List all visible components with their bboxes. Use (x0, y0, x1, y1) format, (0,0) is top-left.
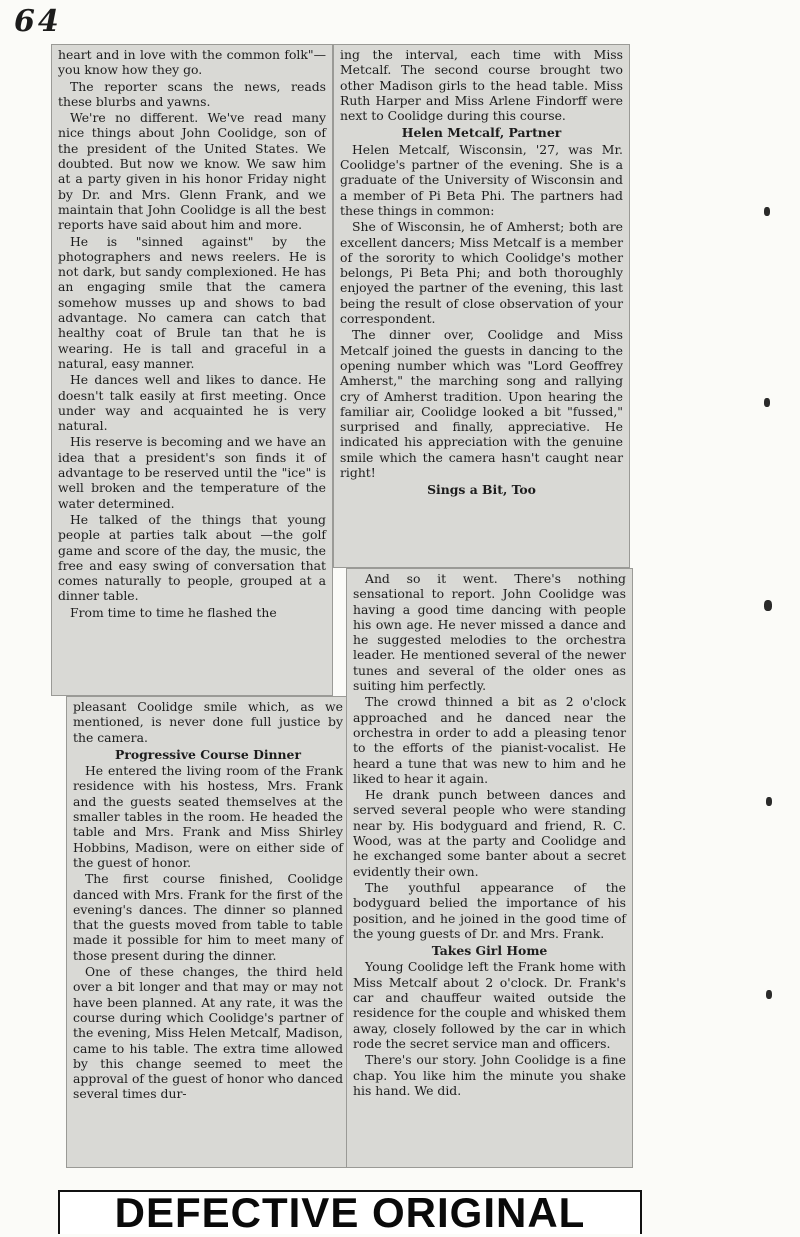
scan-speck (764, 207, 770, 216)
section-heading: Helen Metcalf, Partner (401, 125, 562, 141)
article-paragraph: There's our story. John Coolidge is a fine chap. You like him the minute you shake his hand. We did. (353, 1052, 626, 1098)
section-heading: Takes Girl Home (431, 943, 548, 959)
article-paragraph: One of these changes, the third held over a bit longer and that may or may not have been planned. At any rate, it was the course during which Coolidge's partner of the evening, Miss Helen Metcalf, Madison, came to his table. The extra time allowed by this change seemed to meet the approval of the guest of honor who danced several times dur- (73, 964, 343, 1102)
article-paragraph: ing the interval, each time with Miss Metcalf. The second course brought two other Madison girls to the head table. Miss Ruth Harper and Miss Arlene Findorff were next to Coolidge during this course. (340, 47, 623, 124)
article-paragraph: We're no different. We've read many nice things about John Coolidge, son of the president of the United States. We doubted. But now we know. We saw him at a party given in his honor Friday night by Dr. and Mrs. Glenn Frank, and we maintain that John Coolidge is all the best reports have said about him and more. (58, 110, 326, 233)
defective-original-banner: DEFECTIVE ORIGINAL (58, 1190, 642, 1234)
article-paragraph: The first course finished, Coolidge danced with Mrs. Frank for the first of the evening's dances. The dinner so planned that the guests moved from table to table made it possible for him to meet many of those present during the dinner. (73, 871, 343, 963)
scan-speck (764, 398, 770, 407)
article-paragraph: The dinner over, Coolidge and Miss Metcalf joined the guests in dancing to the opening number which was "Lord Geoffrey Amherst," the marching song and rallying cry of Amherst tradition. Upon hearing the familiar air, Coolidge looked a bit "fussed," surprised and finally, appreciative. He indicated his appreciation with the genuine smile which the camera hasn't caught near right! (340, 327, 623, 481)
article-paragraph: His reserve is becoming and we have an idea that a president's son finds it of advantage to be reserved until the "ice" is well broken and the temperature of the water determined. (58, 434, 326, 511)
article-paragraph: And so it went. There's nothing sensational to report. John Coolidge was having a good time dancing with people his own age. He never missed a dance and he suggested melodies to the orchestra leader. He mentioned several of the newer tunes and several of the older ones as suiting him perfectly. (353, 571, 626, 694)
scan-speck (766, 797, 772, 806)
article-column-1 (51, 44, 333, 696)
article-paragraph: pleasant Coolidge smile which, as we mentioned, is never done full justice by the camera. (73, 699, 343, 745)
article-paragraph: Helen Metcalf, Wisconsin, '27, was Mr. Coolidge's partner of the evening. She is a graduate of the University of Wisconsin and a member of Pi Beta Phi. The partners had these things in common: (340, 141, 623, 218)
article-paragraph: He drank punch between dances and served several people who were standing near by. His bodyguard and friend, R. C. Wood, was at the party and Coolidge and he exchanged some banter about a secret evidently their own. (353, 787, 626, 879)
article-paragraph: He dances well and likes to dance. He doesn't talk easily at first meeting. Once under way and acquainted he is very natural. (58, 372, 326, 434)
section-heading: Progressive Course Dinner (115, 746, 301, 762)
article-column-3 (333, 44, 630, 568)
section-heading: Sings a Bit, Too (427, 482, 536, 498)
page-number: 64 (14, 4, 62, 39)
article-column-4 (346, 568, 633, 1168)
article-paragraph: The youthful appearance of the bodyguard belied the importance of his position, and he joined in the good time of the young guests of Dr. and Mrs. Frank. (353, 879, 626, 941)
article-paragraph: He is "sinned against" by the photographers and news reelers. He is not dark, but sandy complexioned. He has an engaging smile that the camera somehow musses up and shows to bad advantage. No camera can catch that healthy coat of Brule tan that he is wearing. He is tall and graceful in a natural, easy manner. (58, 233, 326, 371)
article-paragraph: The reporter scans the news, reads these blurbs and yawns. (58, 78, 326, 109)
scan-speck (764, 600, 772, 611)
article-paragraph: heart and in love with the common folk"—you know how they go. (58, 47, 326, 78)
article-paragraph: She of Wisconsin, he of Amherst; both are excellent dancers; Miss Metcalf is a member of the sorority to which Coolidge's mother belongs, Pi Beta Phi; and both thoroughly enjoyed the partner of the evening, this last being the result of close observation of your correspondent. (340, 219, 623, 327)
article-paragraph: Young Coolidge left the Frank home with Miss Metcalf about 2 o'clock. Dr. Frank's car and chauffeur waited outside the residence for the couple and whisked them away, closely followed by the car in which rode the secret service man and officers. (353, 959, 626, 1051)
article-paragraph: He talked of the things that young people at parties talk about —the golf game and score of the day, the music, the free and easy swing of conversation that comes naturally to people, grouped at a dinner table. (58, 511, 326, 604)
article-paragraph: He entered the living room of the Frank residence with his hostess, Mrs. Frank and the guests seated themselves at the smaller tables in the room. He headed the table and Mrs. Frank and Miss Shirley Hobbins, Madison, were on either side of the guest of honor. (73, 763, 343, 870)
article-paragraph: From time to time he flashed the (70, 604, 277, 620)
article-column-2 (66, 696, 350, 1168)
scan-speck (766, 990, 772, 999)
article-paragraph: The crowd thinned a bit as 2 o'clock approached and he danced near the orchestra in order to add a pleasing tenor to the efforts of the pianist-vocalist. He heard a tune that was new to him and he liked to hear it again. (353, 694, 626, 786)
